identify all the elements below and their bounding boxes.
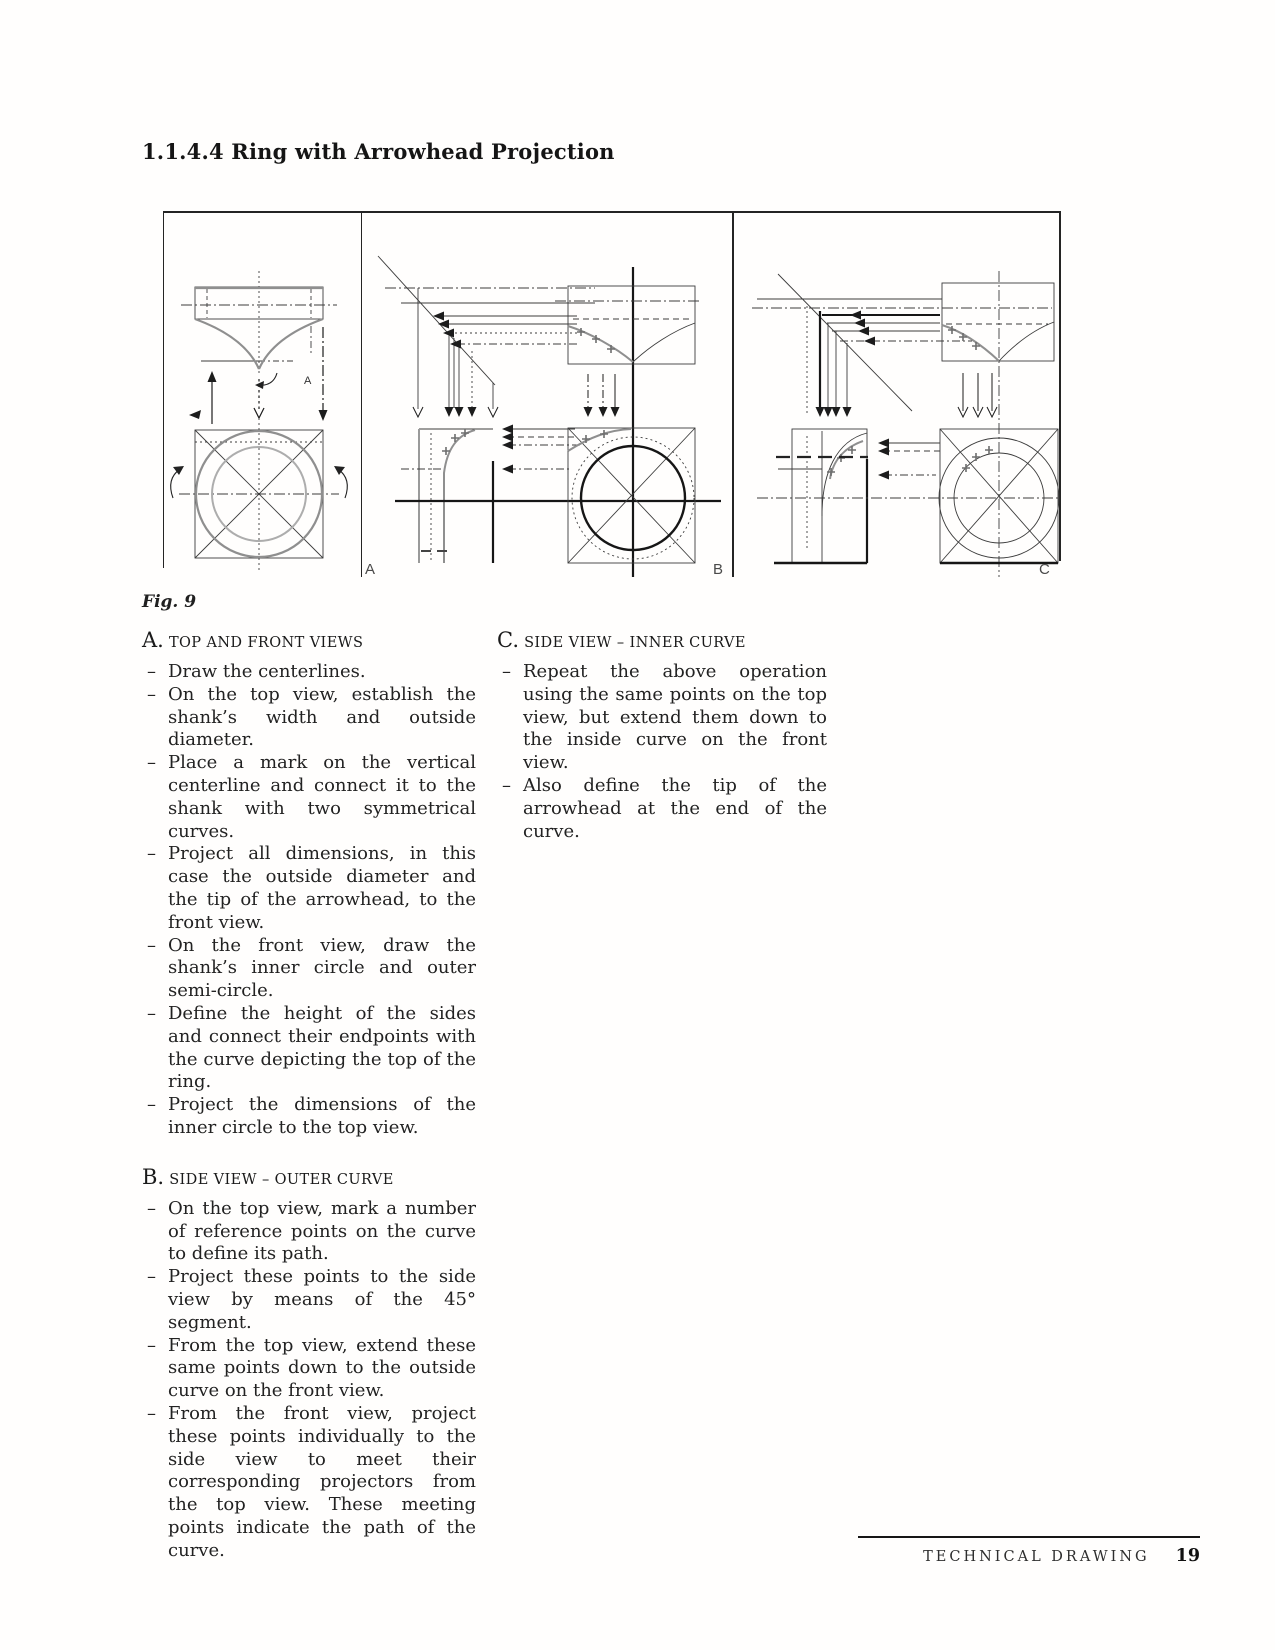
list-item-text: Project these points to the side view by means of the 45° segment. (168, 1266, 476, 1333)
list-item-dash: – (147, 661, 156, 682)
panel-b-drawing (361, 211, 732, 577)
list-item-text: On the top view, mark a number of reference points on the curve to define its path. (168, 1197, 476, 1265)
section-a-title: TOP AND FRONT VIEWS (168, 635, 364, 651)
list-item-text: Place a mark on the vertical centerline and connect it to the shank with two symmetrical curves. (168, 752, 476, 842)
list-item (142, 1094, 476, 1140)
list-item-text: Draw the centerlines. (168, 661, 366, 682)
panel-a-drawing (155, 211, 361, 577)
footer-page-number: 19 (1175, 1546, 1200, 1566)
panel-label-a: A (365, 561, 376, 578)
list-item-dash: – (147, 1094, 156, 1116)
list-item (497, 661, 827, 775)
list-item-text: From the top view, extend these same points down to the outside curve on the front view. (168, 1334, 476, 1402)
list-item (142, 661, 476, 684)
list-item-dash: – (147, 1266, 156, 1288)
list-item (142, 1335, 476, 1403)
list-item (142, 684, 476, 752)
list-item-text: Project the dimensions of the inner circle to the top view. (168, 1094, 476, 1138)
section-b-letter: B. (142, 1164, 165, 1189)
section-c-title: SIDE VIEW – INNER CURVE (524, 635, 746, 651)
figure-panel-c (732, 211, 1061, 577)
panel-a-inner-marker: A (304, 375, 312, 387)
panel-label-b: B (713, 561, 724, 578)
list-item-dash: – (147, 683, 156, 705)
list-item-dash: – (147, 843, 156, 865)
list-item (497, 775, 827, 843)
list-item-dash: – (147, 752, 156, 774)
figure-panel-b (361, 211, 732, 577)
list-item (142, 1003, 476, 1094)
list-item-dash: – (147, 1197, 156, 1219)
right-column (497, 628, 827, 843)
footer (700, 1546, 1200, 1566)
panel-c-drawing (732, 211, 1061, 577)
list-item-dash: – (502, 774, 511, 796)
list-item-dash: – (147, 1002, 156, 1024)
list-item-text: Define the height of the sides and connect their endpoints with the curve depicting the top of the ring. (168, 1002, 476, 1093)
list-item-dash: – (147, 1334, 156, 1356)
list-item-text: Repeat the above operation using the same points on the top view, but extend them down to the inside curve on the front view. (523, 661, 827, 774)
list-item-text: On the front view, draw the shank’s inner circle and outer semi-circle. (168, 934, 476, 1002)
section-c (497, 628, 827, 843)
section-a (142, 628, 476, 1140)
footer-rule (858, 1536, 1200, 1538)
list-item-text: Project all dimensions, in this case the outside diameter and the tip of the arrowhead, to the front view. (168, 843, 476, 933)
section-a-letter: A. (142, 628, 164, 652)
figure-9 (155, 211, 1061, 577)
list-item-text: On the top view, establish the shank’s width and outside diameter. (168, 683, 476, 751)
list-item-dash: – (502, 661, 511, 682)
left-column (142, 628, 476, 1562)
section-a-heading (142, 628, 476, 652)
list-item (142, 935, 476, 1003)
section-b (142, 1165, 476, 1563)
list-item (142, 1198, 476, 1266)
list-item (142, 1403, 476, 1563)
section-c-heading (497, 628, 827, 652)
figure-caption: Fig. 9 (142, 592, 197, 612)
list-item-text: Also define the tip of the arrowhead at the end of the curve. (523, 774, 827, 842)
figure-panel-a (155, 211, 361, 577)
section-b-heading (142, 1165, 476, 1189)
list-item (142, 1266, 476, 1334)
footer-book-title: TECHNICAL DRAWING (923, 1549, 1150, 1565)
list-item (142, 752, 476, 843)
page-title: 1.1.4.4 Ring with Arrowhead Projection (142, 139, 615, 164)
section-c-letter: C. (497, 628, 519, 652)
panel-label-c: C (1039, 561, 1050, 578)
list-item-text: From the front view, project these points individually to the side view to meet their corresponding projectors from the top view. These meeting points indicate the path of the curve. (168, 1402, 476, 1561)
list-item-dash: – (147, 934, 156, 956)
list-item (142, 843, 476, 934)
section-b-title: SIDE VIEW – OUTER CURVE (169, 1171, 394, 1188)
list-item-dash: – (147, 1402, 156, 1424)
